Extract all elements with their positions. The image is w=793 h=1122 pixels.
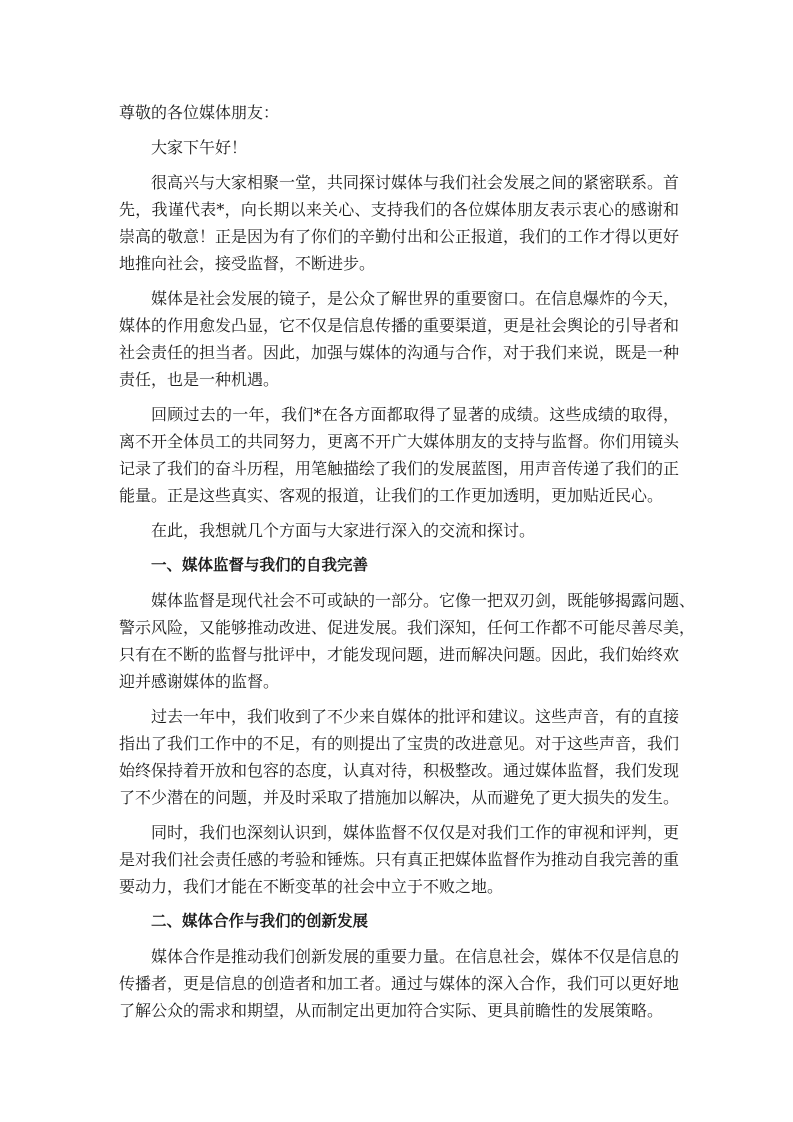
paragraph-line: 过去一年中，我们收到了不少来自媒体的批评和建议。这些声音，有的直接 [151,707,680,726]
paragraph-8 [119,943,679,1024]
paragraph-line: 只有在不断的监督与批评中，才能发现问题，进而解决问题。因此，我们始终欢 [119,645,680,664]
section-heading-2: 二、媒体合作与我们的创新发展 [151,912,369,930]
paragraph-line: 社会责任的担当者。因此，加强与媒体的沟通与合作，对于我们来说，既是一种 [119,343,680,362]
paragraph-1 [119,169,679,277]
paragraph-line: 是对我们社会责任感的考验和锤炼。只有真正把媒体监督作为推动自我完善的重 [119,850,680,869]
paragraph-line: 地推向社会，接受监督，不断进步。 [119,254,376,273]
paragraph-line: 指出了我们工作中的不足，有的则提出了宝贵的改进意见。对于这些声音，我们 [119,734,680,753]
salutation: 尊敬的各位媒体朋友： [119,103,280,122]
paragraph-3 [119,401,679,509]
paragraph-line: 责任，也是一种机遇。 [119,370,280,389]
paragraph-line: 媒体的作用愈发凸显，它不仅是信息传播的重要渠道，更是社会舆论的引导者和 [119,316,680,335]
paragraph-line: 媒体合作是推动我们创新发展的重要力量。在信息社会，媒体不仅是信息的 [151,947,680,966]
paragraph-6 [119,703,679,811]
document-page [119,99,696,1024]
paragraph-line: 回顾过去的一年，我们*在各方面都取得了显著的成绩。这些成绩的取得， [151,405,679,424]
paragraph-7 [119,819,679,900]
paragraph-line: 了不少潜在的问题，并及时采取了措施加以解决，从而避免了更大损失的发生。 [119,788,680,807]
paragraph-line: 了解公众的需求和期望，从而制定出更加符合实际、更具前瞻性的发展策略。 [119,1001,664,1020]
greeting: 大家下午好！ [151,138,248,157]
paragraph-line: 传播者，更是信息的创造者和加工者。通过与媒体的深入合作，我们可以更好地 [119,974,680,993]
paragraph-line: 在此，我想就几个方面与大家进行深入的交流和探讨。 [151,521,536,540]
paragraph-5 [119,587,696,695]
paragraph-line: 媒体是社会发展的镜子，是公众了解世界的重要窗口。在信息爆炸的今天， [151,289,680,308]
paragraph-line: 先，我谨代表*，向长期以来关心、支持我们的各位媒体朋友表示衷心的感谢和 [119,200,679,219]
paragraph-line: 警示风险，又能够推动改进、促进发展。我们深知，任何工作都不可能尽善尽美， [119,618,696,637]
section-heading-1: 一、媒体监督与我们的自我完善 [151,556,369,574]
paragraph-line: 离不开全体员工的共同努力，更离不开广大媒体朋友的支持与监督。你们用镜头 [119,432,680,451]
paragraph-line: 迎并感谢媒体的监督。 [119,672,280,691]
paragraph-line: 要动力，我们才能在不断变革的社会中立于不败之地。 [119,877,504,896]
paragraph-line: 崇高的敬意！正是因为有了你们的辛勤付出和公正报道，我们的工作才得以更好 [119,227,680,246]
paragraph-line: 媒体监督是现代社会不可或缺的一部分。它像一把双刃剑，既能够揭露问题、 [151,591,696,610]
paragraph-line: 始终保持着开放和包容的态度，认真对待，积极整改。通过媒体监督，我们发现 [119,761,680,780]
paragraph-4 [119,517,679,544]
paragraph-line: 能量。正是这些真实、客观的报道，让我们的工作更加透明，更加贴近民心。 [119,486,664,505]
paragraph-line: 记录了我们的奋斗历程，用笔触描绘了我们的发展蓝图，用声音传递了我们的正 [119,459,680,478]
paragraph-line: 同时，我们也深刻认识到，媒体监督不仅仅是对我们工作的审视和评判，更 [151,823,680,842]
paragraph-line: 很高兴与大家相聚一堂，共同探讨媒体与我们社会发展之间的紧密联系。首 [151,173,680,192]
paragraph-2 [119,285,679,393]
